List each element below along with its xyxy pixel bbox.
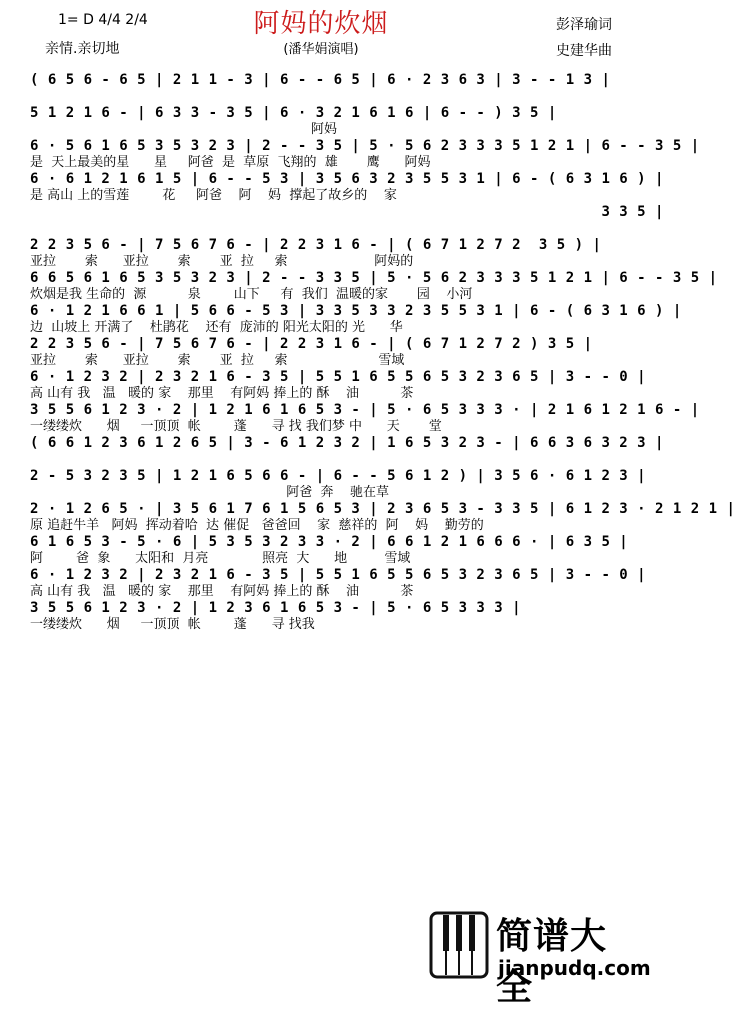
lyric-row: 一缕缕炊 烟 一顶顶 帐 蓬 寻 找我	[30, 617, 315, 632]
score-line	[30, 204, 664, 237]
note-row: 6 · 1 2 1 6 6 1 | 5 6 6 - 5 3 | 3 3 5 3 3 2 3 5 5 3 1 | 6 - ( 6 3 1 6 ) |	[30, 303, 682, 319]
lyric-row: 阿妈	[30, 122, 337, 137]
score-line	[30, 138, 700, 171]
note-row: 6 1 6 5 3 - 5 · 6 | 5 3 5 3 2 3 3 · 2 | 6 6 1 2 1 6 6 6 · | 6 3 5 |	[30, 534, 629, 550]
score-line	[30, 105, 630, 138]
note-row: 5 1 2 1 6 - | 6 3 3 - 3 5 | 6 · 3 2 1 6 1 6 | 6 - - ) 3 5 |	[30, 105, 557, 121]
lyric-row: 一缕缕炊 烟 一顶顶 帐 蓬 寻 找 我们梦 中 天 堂	[30, 419, 442, 434]
tempo-marking: 亲情.亲切地	[45, 41, 120, 57]
note-row: 2 · 1 2 6 5 · | 3 5 6 1 7 6 1 5 6 5 3 | 2 3 6 5 3 - 3 3 5 | 6 1 2 3 · 2 1 2 1 |	[30, 501, 735, 517]
lyric-row: 是 天上最美的星 星 阿爸 是 草原 飞翔的 雄 鹰 阿妈	[30, 155, 431, 170]
note-row: ( 6 5 6 - 6 5 | 2 1 1 - 3 | 6 - - 6 5 | 6 · 2 3 6 3 | 3 - - 1 3 |	[30, 72, 611, 88]
score-line	[30, 270, 718, 303]
lyric-row: 高 山有 我 温 暖的 家 那里 有阿妈 捧上的 酥 油 茶	[30, 386, 414, 401]
note-row: 3 5 5 6 1 2 3 · 2 | 1 2 3 6 1 6 5 3 - | 5 · 6 5 3 3 3 |	[30, 600, 522, 616]
score-body	[30, 72, 735, 633]
note-row: 3 3 5 |	[30, 204, 664, 220]
score-header	[0, 0, 642, 70]
score-line	[30, 468, 647, 501]
note-row: 6 6 5 6 1 6 5 3 5 3 2 3 | 2 - - 3 3 5 | 5 · 5 6 2 3 3 3 5 1 2 1 | 6 - - 3 5 |	[30, 270, 718, 286]
lyric-row: 是 高山 上的雪莲 花 阿爸 阿 妈 撑起了故乡的 家	[30, 188, 397, 203]
lyric-row: 阿 爸 象 太阳和 月亮 照亮 大 地 雪域	[30, 551, 411, 566]
score-line	[30, 72, 630, 105]
lyric-row	[30, 452, 630, 467]
lyric-row: 阿爸 奔 驰在草	[30, 485, 389, 500]
note-row: 6 · 1 2 3 2 | 2 3 2 1 6 - 3 5 | 5 5 1 6 5 5 6 5 3 2 3 6 5 | 3 - - 0 |	[30, 369, 647, 385]
lyric-row: 炊烟是我 生命的 源 泉 山下 有 我们 温暖的家 园 小河	[30, 287, 473, 302]
lyricist-credit: 彭泽瑜词	[556, 17, 612, 33]
note-row: 6 · 6 1 2 1 6 1 5 | 6 - - 5 3 | 3 5 6 3 2 3 5 5 3 1 | 6 - ( 6 3 1 6 ) |	[30, 171, 664, 187]
score-line	[30, 171, 664, 204]
note-row: 6 · 5 6 1 6 5 3 5 3 2 3 | 2 - - 3 5 | 5 · 5 6 2 3 3 3 5 1 2 1 | 6 - - 3 5 |	[30, 138, 700, 154]
lyric-row: 亚拉 索 亚拉 索 亚 拉 索 雪域	[30, 353, 405, 368]
lyric-row: 边 山坡上 开满了 杜鹃花 还有 庞沛的 阳光太阳的 光 华	[30, 320, 403, 335]
score-line	[30, 534, 630, 567]
score-line	[30, 501, 735, 534]
score-line	[30, 237, 630, 270]
score-line	[30, 336, 630, 369]
note-row: 2 2 3 5 6 - | 7 5 6 7 6 - | 2 2 3 1 6 - | ( 6 7 1 2 7 2 ) 3 5 |	[30, 336, 593, 352]
watermark-url: jianpudq.com	[498, 956, 651, 980]
singer-credit: (潘华娟演唱)	[283, 42, 359, 57]
lyric-row	[30, 89, 630, 104]
score-line	[30, 600, 630, 633]
lyric-row: 亚拉 索 亚拉 索 亚 拉 索 阿妈的	[30, 254, 414, 269]
note-row: 2 2 3 5 6 - | 7 5 6 7 6 - | 2 2 3 1 6 - | ( 6 7 1 2 7 2 3 5 ) |	[30, 237, 602, 253]
lyric-row: 高 山有 我 温 暖的 家 那里 有阿妈 捧上的 酥 油 茶	[30, 584, 414, 599]
song-title: 阿妈的炊烟	[253, 9, 389, 39]
score-line	[30, 567, 647, 600]
score-line	[30, 402, 700, 435]
lyric-row	[30, 221, 630, 236]
note-row: ( 6 6 1 2 3 6 1 2 6 5 | 3 - 6 1 2 3 2 | 1 6 5 3 2 3 - | 6 6 3 6 3 2 3 |	[30, 435, 664, 451]
piano-keys-icon	[430, 912, 488, 978]
composer-credit: 史建华曲	[556, 43, 612, 59]
site-watermark	[424, 906, 651, 1008]
note-row: 2 - 5 3 2 3 5 | 1 2 1 6 5 6 6 - | 6 - - 5 6 1 2 ) | 3 5 6 · 6 1 2 3 |	[30, 468, 647, 484]
watermark-site-name: 简谱大全	[496, 916, 608, 1008]
score-line	[30, 369, 647, 402]
score-line	[30, 303, 682, 336]
note-row: 6 · 1 2 3 2 | 2 3 2 1 6 - 3 5 | 5 5 1 6 5 5 6 5 3 2 3 6 5 | 3 - - 0 |	[30, 567, 647, 583]
lyric-row: 原 追赶牛羊 阿妈 挥动着哈 达 催促 爸爸回 家 慈祥的 阿 妈 勤劳的	[30, 518, 484, 533]
score-line	[30, 435, 664, 468]
note-row: 3 5 5 6 1 2 3 · 2 | 1 2 1 6 1 6 5 3 - | 5 · 6 5 3 3 3 · | 2 1 6 1 2 1 6 - |	[30, 402, 700, 418]
key-signature: 1= D 4/4 2/4	[58, 12, 148, 28]
